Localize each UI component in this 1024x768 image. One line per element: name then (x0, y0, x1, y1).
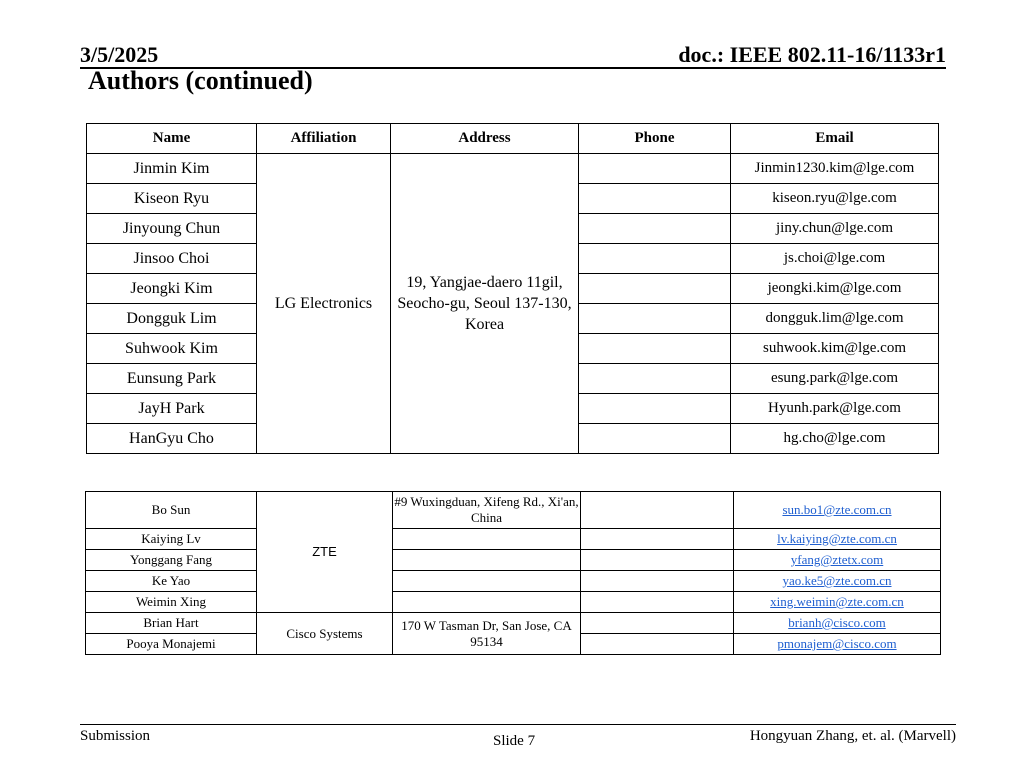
author-phone (581, 571, 734, 592)
author-email: esung.park@lge.com (731, 364, 939, 394)
author-phone (579, 154, 731, 184)
author-name: Kiseon Ryu (87, 184, 257, 214)
table-row (86, 492, 941, 529)
author-affiliation: Cisco Systems (257, 613, 393, 655)
author-email: jiny.chun@lge.com (731, 214, 939, 244)
email-link[interactable]: brianh@cisco.com (788, 615, 886, 630)
author-email: hg.cho@lge.com (731, 424, 939, 454)
author-phone (579, 184, 731, 214)
author-name: Brian Hart (86, 613, 257, 634)
author-email (734, 571, 941, 592)
col-header-address: Address (391, 124, 579, 154)
col-header-email: Email (731, 124, 939, 154)
author-phone (579, 364, 731, 394)
author-name: Bo Sun (86, 492, 257, 529)
author-email (734, 492, 941, 529)
table-row (87, 154, 939, 184)
author-address: #9 Wuxingduan, Xifeng Rd., Xi'an, China (393, 492, 581, 529)
author-address: 19, Yangjae-daero 11gil, Seocho-gu, Seoul 137-130, Korea (391, 154, 579, 454)
author-email (734, 592, 941, 613)
author-email (734, 613, 941, 634)
author-email: dongguk.lim@lge.com (731, 304, 939, 334)
author-email: js.choi@lge.com (731, 244, 939, 274)
author-name: JayH Park (87, 394, 257, 424)
author-phone (581, 613, 734, 634)
author-affiliation: LG Electronics (257, 154, 391, 454)
author-address: 170 W Tasman Dr, San Jose, CA 95134 (393, 613, 581, 655)
table-header-row (87, 124, 939, 154)
footer-submission: Submission (80, 728, 151, 744)
email-link[interactable]: yao.ke5@zte.com.cn (782, 573, 892, 588)
author-name: Jinsoo Choi (87, 244, 257, 274)
zte-cisco-authors-table (85, 491, 941, 655)
author-name: Eunsung Park (87, 364, 257, 394)
col-header-affiliation: Affiliation (257, 124, 391, 154)
footer-slide-number: Slide 7 (493, 733, 536, 749)
author-affiliation: ZTE (257, 492, 393, 613)
author-phone (579, 304, 731, 334)
author-email: kiseon.ryu@lge.com (731, 184, 939, 214)
author-email (734, 529, 941, 550)
slide-title: Authors (continued) (88, 66, 313, 95)
author-phone (579, 244, 731, 274)
author-email: suhwook.kim@lge.com (731, 334, 939, 364)
lg-authors-table (86, 123, 939, 454)
author-phone (581, 634, 734, 655)
table-row (86, 529, 941, 550)
col-header-phone: Phone (579, 124, 731, 154)
table-row (86, 571, 941, 592)
author-name: Ke Yao (86, 571, 257, 592)
author-phone (581, 529, 734, 550)
author-name: Kaiying Lv (86, 529, 257, 550)
author-address (393, 550, 581, 571)
author-phone (579, 274, 731, 304)
email-link[interactable]: lv.kaiying@zte.com.cn (777, 531, 897, 546)
author-name: Suhwook Kim (87, 334, 257, 364)
author-phone (581, 492, 734, 529)
email-link[interactable]: xing.weimin@zte.com.cn (770, 594, 904, 609)
author-email (734, 550, 941, 571)
author-email (734, 634, 941, 655)
table-row (86, 550, 941, 571)
email-link[interactable]: sun.bo1@zte.com.cn (782, 502, 892, 517)
author-phone (579, 424, 731, 454)
footer-divider (80, 724, 956, 725)
author-name: Yonggang Fang (86, 550, 257, 571)
author-email: Hyunh.park@lge.com (731, 394, 939, 424)
author-address (393, 571, 581, 592)
email-link[interactable]: yfang@ztetx.com (790, 552, 884, 567)
author-name: HanGyu Cho (87, 424, 257, 454)
author-phone (579, 394, 731, 424)
footer-author: Hongyuan Zhang, et. al. (Marvell) (749, 728, 956, 744)
author-phone (579, 214, 731, 244)
table-row (86, 592, 941, 613)
author-phone (581, 592, 734, 613)
author-phone (581, 550, 734, 571)
author-name: Dongguk Lim (87, 304, 257, 334)
author-name: Jinyoung Chun (87, 214, 257, 244)
header-date: 3/5/2025 (80, 42, 159, 67)
author-email: jeongki.kim@lge.com (731, 274, 939, 304)
author-name: Jinmin Kim (87, 154, 257, 184)
header-doc-id: doc.: IEEE 802.11-16/1133r1 (678, 42, 946, 67)
email-link[interactable]: pmonajem@cisco.com (777, 636, 897, 651)
author-phone (579, 334, 731, 364)
author-address (393, 529, 581, 550)
author-name: Weimin Xing (86, 592, 257, 613)
author-address (393, 592, 581, 613)
author-email: Jinmin1230.kim@lge.com (731, 154, 939, 184)
table-row (86, 613, 941, 634)
author-name: Pooya Monajemi (86, 634, 257, 655)
author-name: Jeongki Kim (87, 274, 257, 304)
col-header-name: Name (87, 124, 257, 154)
